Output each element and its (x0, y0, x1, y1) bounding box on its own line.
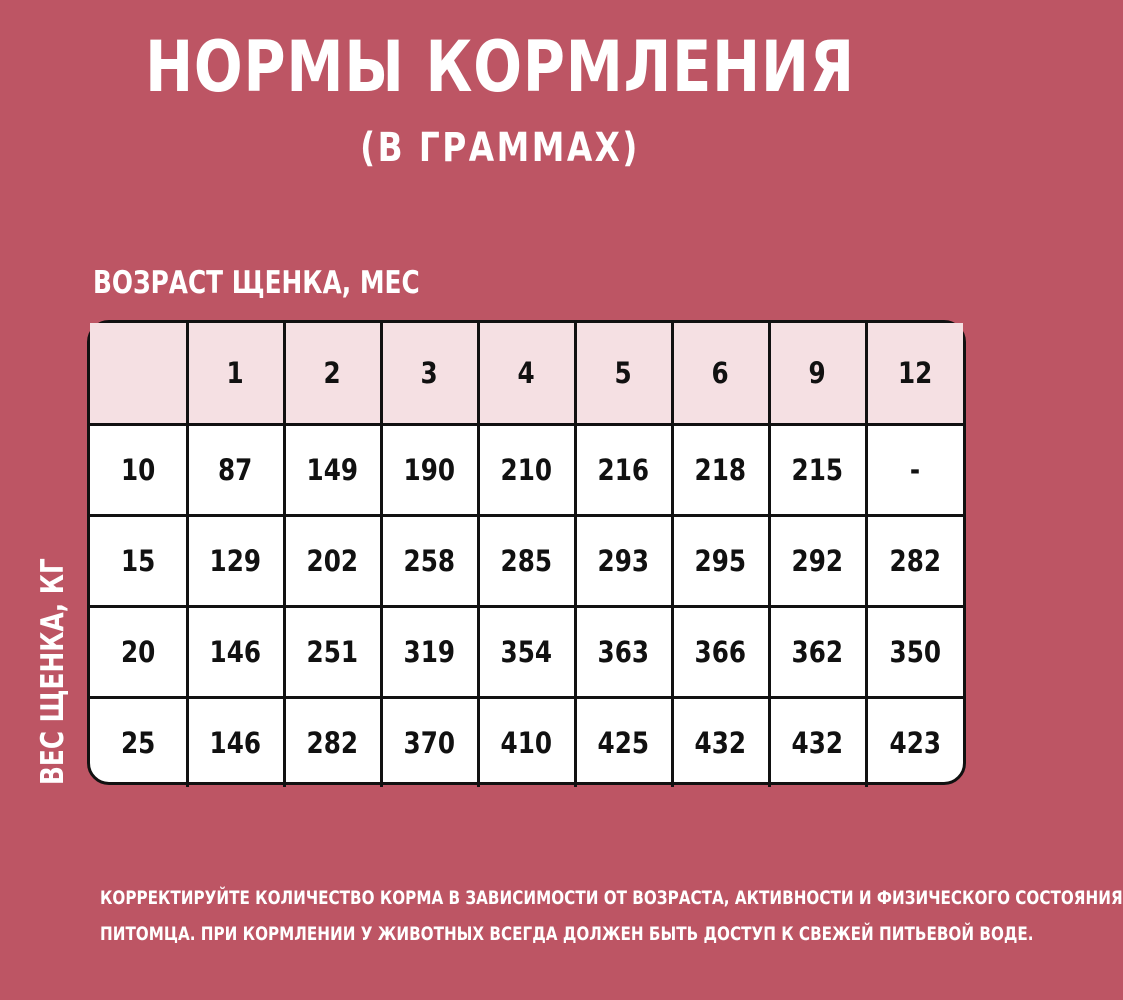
age-header-value: 12 (898, 356, 933, 390)
footnote-line-1: КОРРЕКТИРУЙТЕ КОЛИЧЕСТВО КОРМА В ЗАВИСИМОСТИ ОТ ВОЗРАСТА, АКТИВНОСТИ И ФИЗИЧЕСКОГО СОСТОЯНИЯ (100, 887, 1123, 909)
age-header-cell (187, 323, 284, 425)
grams-value: 129 (209, 544, 262, 578)
table-row (90, 425, 963, 516)
grams-value: 410 (500, 726, 553, 760)
grams-value: 215 (791, 453, 844, 487)
grams-cell (672, 607, 769, 698)
grams-value: 432 (694, 726, 747, 760)
grams-cell (575, 425, 672, 516)
age-header-value: 5 (614, 356, 633, 390)
grams-cell (769, 516, 866, 607)
age-header-cell (575, 323, 672, 425)
weight-value: 10 (120, 453, 155, 487)
grams-value: 285 (500, 544, 553, 578)
grams-value: 190 (403, 453, 456, 487)
grams-value: 370 (403, 726, 456, 760)
grams-value: 282 (306, 726, 359, 760)
age-header-value: 2 (323, 356, 342, 390)
page-subtitle: (В ГРАММАХ) (360, 125, 640, 171)
age-header-cell (284, 323, 381, 425)
age-header-value: 6 (711, 356, 730, 390)
grams-value: 282 (889, 544, 941, 578)
weight-cell (90, 516, 187, 607)
grams-cell (478, 698, 575, 788)
weight-value: 15 (120, 544, 155, 578)
grams-cell (187, 607, 284, 698)
grams-value: 295 (694, 544, 747, 578)
grams-cell (187, 698, 284, 788)
grams-value: 146 (209, 726, 262, 760)
grams-value: 292 (791, 544, 844, 578)
grams-cell (866, 607, 963, 698)
grams-cell (381, 425, 478, 516)
grams-value: 366 (694, 635, 747, 669)
grams-value: 146 (209, 635, 262, 669)
grams-value: 319 (403, 635, 456, 669)
age-header-cell (381, 323, 478, 425)
grams-value: 293 (597, 544, 650, 578)
weight-cell (90, 425, 187, 516)
grams-cell (769, 698, 866, 788)
grams-value: 251 (306, 635, 359, 669)
grams-cell (672, 425, 769, 516)
age-header-value: 9 (808, 356, 827, 390)
grams-cell (187, 425, 284, 516)
feeding-table-grid (90, 323, 963, 787)
age-header-cell (672, 323, 769, 425)
grams-value: 363 (597, 635, 650, 669)
age-header-value: 1 (226, 356, 245, 390)
age-header-cell (866, 323, 963, 425)
table-row (90, 607, 963, 698)
grams-cell (866, 516, 963, 607)
weight-cell (90, 607, 187, 698)
grams-cell (478, 607, 575, 698)
weight-axis-label: ВЕС ЩЕНКА, КГ (35, 558, 71, 785)
table-row (90, 516, 963, 607)
age-header-value: 4 (517, 356, 536, 390)
grams-cell (284, 698, 381, 788)
grams-cell (478, 425, 575, 516)
page-title: НОРМЫ КОРМЛЕНИЯ (145, 26, 855, 108)
grams-value: 425 (597, 726, 650, 760)
grams-value: 202 (306, 544, 359, 578)
grams-cell (187, 516, 284, 607)
grams-cell (672, 516, 769, 607)
table-corner-cell (90, 323, 187, 425)
grams-value: 216 (597, 453, 650, 487)
age-header-cell (478, 323, 575, 425)
grams-cell (575, 607, 672, 698)
grams-value: 350 (889, 635, 941, 669)
weight-cell (90, 698, 187, 788)
age-header-cell (769, 323, 866, 425)
footnote (0, 880, 1123, 952)
grams-value: 362 (791, 635, 844, 669)
grams-value: 149 (306, 453, 359, 487)
age-axis-label: ВОЗРАСТ ЩЕНКА, МЕС (93, 265, 420, 301)
grams-cell (284, 425, 381, 516)
grams-cell (381, 698, 478, 788)
table-header-row (90, 323, 963, 425)
footnote-line-2: ПИТОМЦА. ПРИ КОРМЛЕНИИ У ЖИВОТНЫХ ВСЕГДА ДОЛЖЕН БЫТЬ ДОСТУП К СВЕЖЕЙ ПИТЬЕВОЙ ВОДЕ. (100, 923, 1034, 945)
grams-value: 432 (791, 726, 844, 760)
grams-value: - (910, 453, 921, 487)
grams-value: 354 (500, 635, 553, 669)
grams-cell (284, 516, 381, 607)
grams-cell (381, 516, 478, 607)
grams-cell (769, 425, 866, 516)
grams-cell (866, 425, 963, 516)
grams-value: 423 (889, 726, 941, 760)
grams-cell (478, 516, 575, 607)
feeding-table (87, 320, 966, 785)
grams-cell (575, 516, 672, 607)
weight-value: 20 (120, 635, 155, 669)
grams-value: 218 (694, 453, 747, 487)
table-row (90, 698, 963, 788)
grams-cell (575, 698, 672, 788)
weight-value: 25 (120, 726, 155, 760)
age-header-value: 3 (420, 356, 439, 390)
grams-cell (866, 698, 963, 788)
grams-value: 87 (218, 453, 253, 487)
grams-cell (381, 607, 478, 698)
grams-cell (672, 698, 769, 788)
grams-cell (769, 607, 866, 698)
grams-value: 258 (403, 544, 456, 578)
grams-value: 210 (500, 453, 553, 487)
grams-cell (284, 607, 381, 698)
